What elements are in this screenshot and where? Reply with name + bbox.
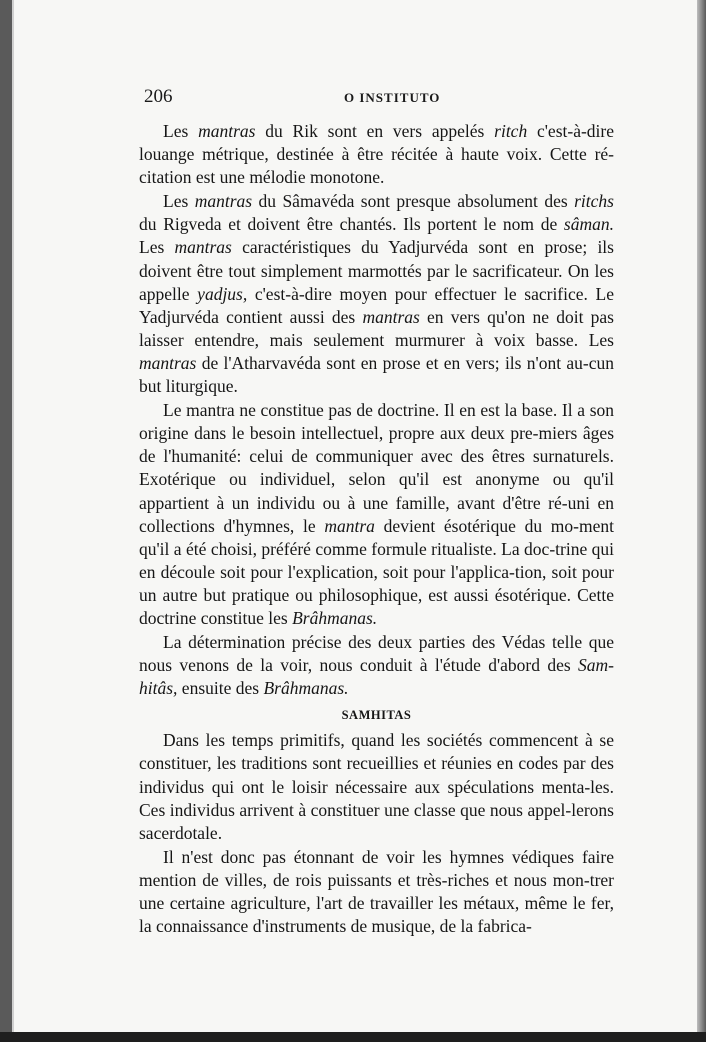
paragraph [139,846,614,938]
italic-term: Brâhmanas. [263,678,349,699]
text-run: c'est-à-dire louange métrique, destinée à être récitée à haute voix. Cette ré-citation est une mélodie monotone. [139,121,614,188]
italic-term: mantras [362,306,420,327]
text-run: de l'Atharvavéda sont en prose et en vers; ils n'ont au-cun but liturgique. [139,352,614,397]
text-run: du Rik sont en vers appelés [255,121,495,141]
text-run: Les [163,191,195,212]
text-run: Les [139,237,175,258]
text-run: devient ésotérique du mo-ment qu'il a été choisi, préféré comme formule ritualiste. La doc-trine qui en découle soit pour l'explication, soit pour l'applica-tion, soit pour un autre but pratique ou philosophique, est aussi ésotérique. Cette doctrine constitue les [139,515,614,628]
italic-term: Sam-hitâs, [139,655,614,699]
italic-term: ritch [494,121,528,141]
italic-term: mantras [194,191,253,212]
text-run: du Sâmavéda sont presque absolument des [252,191,575,212]
page-edge-shadow [697,0,706,1042]
text-run: Les [163,121,199,141]
paragraph [139,631,614,700]
paragraph [139,190,614,398]
text-run: caractéristiques du Yadjurvéda sont en prose; ils doivent être tout simplement marmottés par le sacrificateur. On les appelle [139,237,614,304]
text-run: La détermination précise des deux parties des Védas telle que nous venons de la voir, nous conduit à l'étude d'abord des [139,632,614,676]
italic-term: Brâhmanas. [292,607,378,628]
page-header [144,86,614,110]
italic-term: mantras [174,237,232,258]
section-heading: SAMHITAS [341,708,412,723]
italic-term: mantras [198,121,256,141]
italic-term: ritchs [574,191,614,212]
paragraph [139,729,614,844]
paragraphs-after-heading [139,729,614,938]
paragraph [139,399,614,630]
text-run: Dans les temps primitifs, quand les sociétés commencent à se constituer, les traditions sont recueillies et réunies en codes par des individus qui ont le loisir nécessaire aux spéculations menta-les. Ces individus arrivent à constituer une classe que nous appel-lerons sacerdotale. [139,730,614,843]
text-run: ensuite des [177,678,264,699]
page-number: 206 [144,86,173,107]
text-run: c'est-à-dire moyen pour effectuer le sacrifice. Le Yadjurvéda contient aussi des [139,283,614,327]
body-text [139,120,614,938]
italic-term: mantra [324,515,375,536]
italic-term: sâman. [563,214,614,235]
text-run: Il n'est donc pas étonnant de voir les hymnes védiques faire mention de villes, de rois puissants et très-riches et nous mon-trer une certaine agriculture, l'art de travailler les métaux, même le fer, la connaissance d'instruments de musique, de la fabrica- [139,846,614,937]
italic-term: yadjus, [197,283,248,304]
paragraphs-before-heading [139,120,614,700]
running-head: O INSTITUTO [344,90,441,105]
text-run: du Rigveda et doivent être chantés. Ils portent le nom de [139,214,564,235]
text-run: Le mantra ne constitue pas de doctrine. Il en est la base. Il a son origine dans le besoin intellectuel, propre aux deux pre-miers âges de l'humanité: celui de communiquer avec des êtres surnaturels. Exotérique ou individuel, selon qu'il est anonyme ou qu'il appartient à un individu ou à une famille, avant d'être ré-uni en collections d'hymnes, le [139,400,614,536]
paragraph [139,120,614,189]
text-run: en vers qu'on ne doit pas laisser entendre, mais seulement murmurer à voix basse. Les [139,306,614,350]
scan-bottom-edge [0,1032,706,1042]
italic-term: mantras [139,352,197,373]
